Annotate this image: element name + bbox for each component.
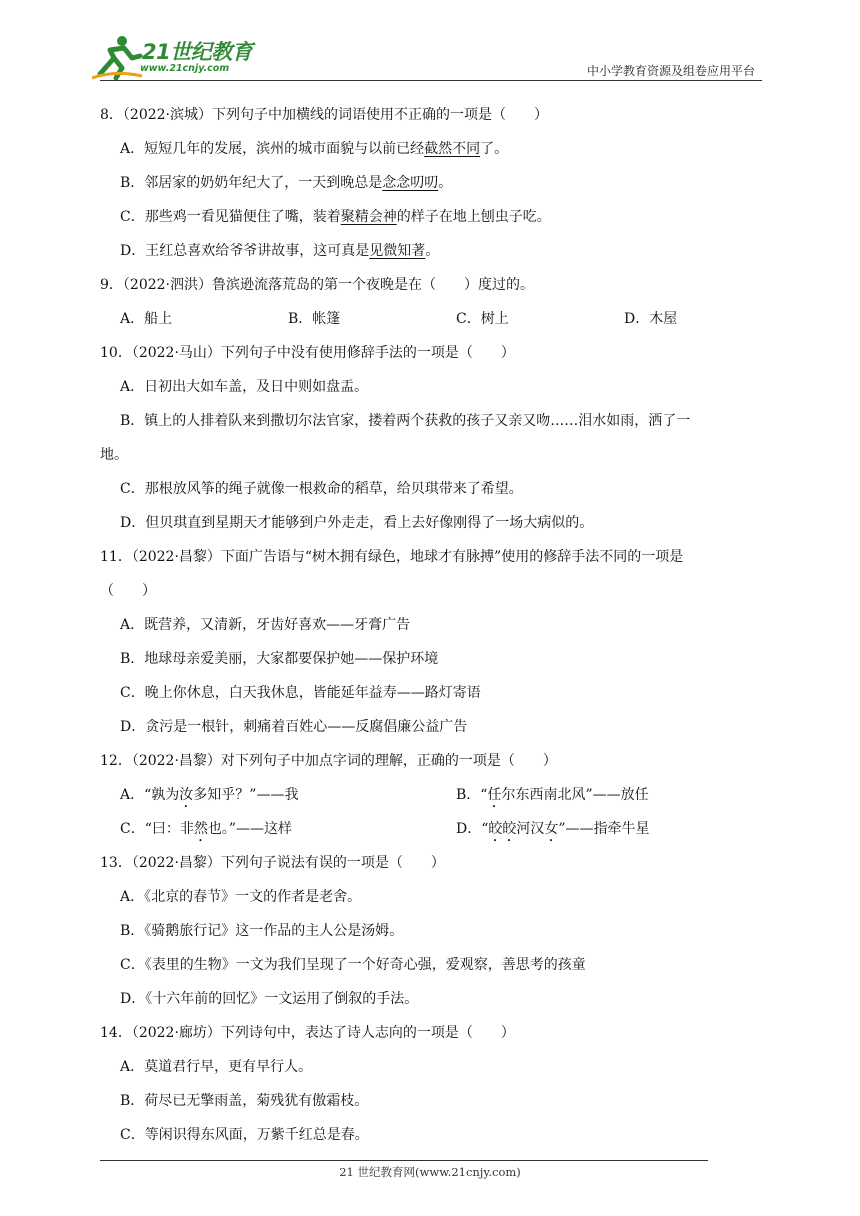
question-12-option-c: C．“曰：非然也。”——这样 xyxy=(120,821,293,837)
question-11-stem-cont: （ ） xyxy=(100,583,156,599)
question-9-option-d: D．木屋 xyxy=(624,311,678,327)
question-12-option-b: B．“任尔东西南北风”——放任 xyxy=(456,787,649,803)
question-8-option-c: C．那些鸡一看见猫便住了嘴，装着聚精会神的样子在地上刨虫子吃。 xyxy=(120,209,551,225)
question-14-option-c: C．等闲识得东风面，万紫千红总是春。 xyxy=(120,1127,369,1143)
question-9-option-c: C．树上 xyxy=(456,311,509,327)
runner-icon xyxy=(92,34,144,80)
logo-url: www.21cnjy.com xyxy=(140,63,230,74)
page-header xyxy=(0,0,860,84)
question-11-option-b: B．地球母亲爱美丽，大家都要保护她——保护环境 xyxy=(120,651,439,667)
question-11-option-d: D．贪污是一根针，刺痛着百姓心——反腐倡廉公益广告 xyxy=(120,719,468,735)
logo-text: 21世纪教育 xyxy=(142,40,253,64)
question-8-option-a: A．短短几年的发展，滨州的城市面貌与以前已经截然不同了。 xyxy=(120,141,509,157)
question-10-option-b-cont: 地。 xyxy=(100,447,128,463)
question-13-option-c: C．《表里的生物》一文为我们呈现了一个好奇心强，爱观察，善思考的孩童 xyxy=(120,957,586,973)
question-14-option-b: B．荷尽已无擎雨盖，菊残犹有傲霜枝。 xyxy=(120,1093,369,1109)
question-8-stem: 8．（2022·滨城）下列句子中加横线的词语使用不正确的一项是（ ） xyxy=(100,107,548,123)
question-12-option-a: A．“孰为汝多知乎？”——我 xyxy=(120,787,299,803)
question-13-stem: 13．（2022·昌黎）下列句子说法有误的一项是（ ） xyxy=(100,855,445,871)
question-9-options xyxy=(100,302,772,336)
footer-divider xyxy=(100,1160,708,1161)
header-tagline: 中小学教育资源及组卷应用平台 xyxy=(586,64,755,78)
page-footer: 21 世纪教育网(www.21cnjy.com) xyxy=(339,1165,521,1179)
question-9-option-a: A．船上 xyxy=(120,311,173,327)
question-10-option-b: B．镇上的人排着队来到撒切尔法官家，搂着两个获救的孩子又亲又吻……泪水如雨，洒了一 xyxy=(120,413,691,429)
question-8-option-d: D．王红总喜欢给爷爷讲故事，这可真是见微知著。 xyxy=(120,243,440,259)
question-14-option-a: A．莫道君行早，更有早行人。 xyxy=(120,1059,313,1075)
site-logo xyxy=(92,34,262,80)
question-10-option-a: A．日初出大如车盖，及日中则如盘盂。 xyxy=(120,379,369,395)
question-8-option-b: B．邻居家的奶奶年纪大了，一天到晚总是念念叨叨。 xyxy=(120,175,453,191)
question-9-stem: 9．（2022·泗洪）鲁滨逊流落荒岛的第一个夜晚是在（ ）度过的。 xyxy=(100,277,534,293)
question-14-stem: 14．（2022·廊坊）下列诗句中，表达了诗人志向的一项是（ ） xyxy=(100,1025,515,1041)
question-10-stem: 10．（2022·马山）下列句子中没有使用修辞手法的一项是（ ） xyxy=(100,345,515,361)
question-11-option-a: A．既营养，又清新，牙齿好喜欢——牙膏广告 xyxy=(120,617,411,633)
question-11-option-c: C．晚上你休息，白天我休息，皆能延年益寿——路灯寄语 xyxy=(120,685,481,701)
question-list xyxy=(100,98,772,1152)
question-13-option-d: D．《十六年前的回忆》一文运用了倒叙的手法。 xyxy=(120,991,419,1007)
question-9-option-b: B．帐篷 xyxy=(288,311,341,327)
question-12-options-ab xyxy=(100,778,772,812)
question-13-option-a: A．《北京的春节》一文的作者是老舍。 xyxy=(120,889,362,905)
header-divider xyxy=(100,80,762,81)
question-10-option-c: C．那根放风筝的绳子就像一根救命的稻草，给贝琪带来了希望。 xyxy=(120,481,523,497)
question-12-stem: 12．（2022·昌黎）对下列句子中加点字词的理解，正确的一项是（ ） xyxy=(100,753,557,769)
question-13-option-b: B．《骑鹅旅行记》这一作品的主人公是汤姆。 xyxy=(120,923,404,939)
question-11-stem: 11．（2022·昌黎）下面广告语与“树木拥有绿色，地球才有脉搏”使用的修辞手法不同的一项是 xyxy=(100,549,684,565)
question-12-options-cd xyxy=(100,812,772,846)
question-10-option-d: D．但贝琪直到星期天才能够到户外走走，看上去好像刚得了一场大病似的。 xyxy=(120,515,594,531)
question-12-option-d: D．“皎皎河汉女”——指牵牛星 xyxy=(456,821,650,837)
